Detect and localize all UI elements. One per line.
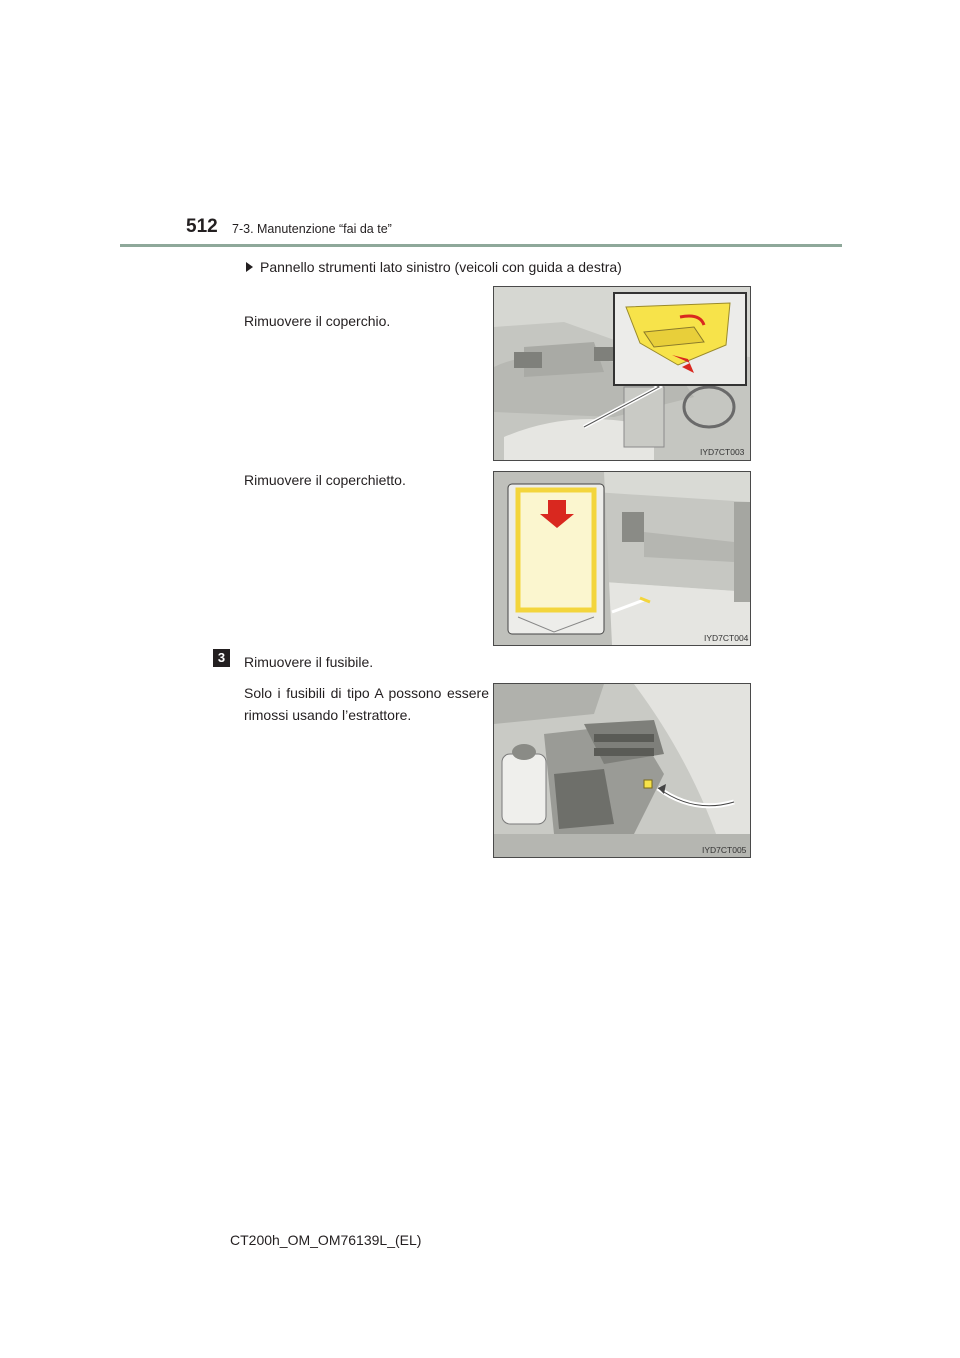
step-2-text: Rimuovere il coperchietto. [244,472,406,488]
figure-code: IYD7CT005 [702,845,747,855]
figure-engine-bay [493,683,751,858]
figure-dashboard-cover [493,286,751,461]
step-3-note: Solo i fusibili di tipo A possono essere rimossi usando l’estrattore. [244,685,489,723]
step-number-badge: 3 [213,649,230,667]
page-number: 512 [186,216,218,237]
dashboard-cover-illustration [494,287,750,460]
header-rule [120,244,842,247]
footer-document-code: CT200h_OM_OM76139L_(EL) [230,1232,422,1248]
engine-bay-illustration [494,684,750,857]
figure-code: IYD7CT004 [704,633,749,643]
bullet-heading [246,259,622,275]
step-1-text: Rimuovere il coperchio. [244,313,391,329]
small-cover-illustration [494,472,750,645]
figure-small-cover [493,471,751,646]
section-title: 7-3. Manutenzione “fai da te” [232,222,392,236]
triangle-bullet-icon [246,262,253,272]
figure-code: IYD7CT003 [700,447,745,457]
step-3-text: Rimuovere il fusibile. [244,654,374,670]
bullet-heading-text: Pannello strumenti lato sinistro (veicoli con guida a destra) [260,259,622,275]
